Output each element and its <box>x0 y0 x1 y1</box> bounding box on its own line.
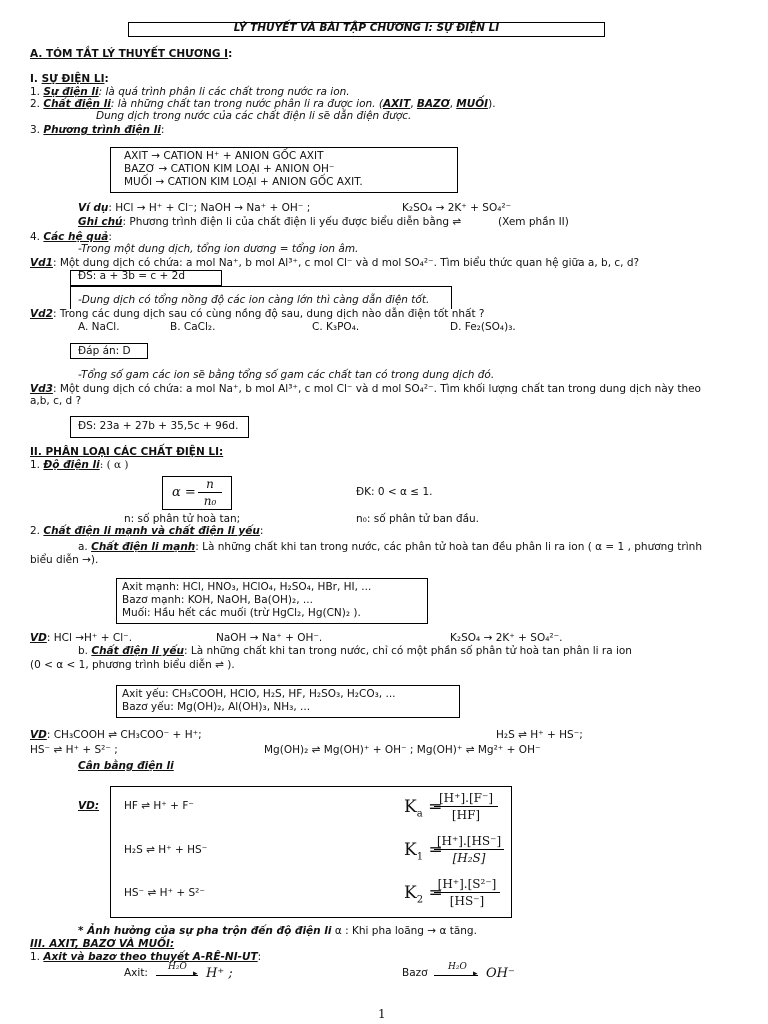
axit-arrow <box>156 975 198 976</box>
strong-example-3: K₂SO₄ → 2K⁺ + SO₄²⁻. <box>450 632 563 644</box>
weak-bases: Bazơ yếu: Mg(OH)₂, Al(OH)₃, NH₃, ... <box>122 701 311 713</box>
weak-example-2: H₂S ⇌ H⁺ + HS⁻; <box>496 729 583 741</box>
section-1-heading: I. SỰ ĐIỆN LI: <box>30 73 109 85</box>
consequence-3: -Tổng số gam các ion sẽ bằng tổng số gam các chất tan có trong dung dịch đó. <box>78 369 495 381</box>
equilibrium-hf: HF ⇌ H⁺ + F⁻ <box>124 800 194 812</box>
k2-numerator: [H⁺].[S²⁻] <box>434 876 500 893</box>
ionization-equation-heading: 3. Phương trình điện li: <box>30 124 165 136</box>
weak-electrolyte-def-cont: (0 < α < 1, phương trình biểu diễn ⇌ ). <box>30 659 235 671</box>
ka-lhs: $K_a$ = <box>404 797 443 820</box>
section-3-heading: III. AXIT, BAZƠ VÀ MUỐI: <box>30 938 175 950</box>
bazo-product: OH⁻ <box>486 966 515 981</box>
alpha-condition: ĐK: 0 < α ≤ 1. <box>356 486 433 498</box>
ionization-line-acid: AXIT → CATION H⁺ + ANION GỐC AXIT <box>124 150 324 162</box>
page-title: LÝ THUYẾT VÀ BÀI TẬP CHƯƠNG I: SỰ ĐIỆN LI <box>233 22 500 34</box>
equilibrium-h2s: H₂S ⇌ H⁺ + HS⁻ <box>124 844 208 856</box>
dilution-effect: * Ảnh hưởng của sự pha trộn đến độ điện li α : Khi pha loãng → α tăng. <box>78 925 477 937</box>
alpha-lhs: α = <box>172 485 196 500</box>
example-vd2: Vd2: Trong các dung dịch sau có cùng nồng độ sau, dung dịch nào dẫn điện tốt nhất ? <box>30 308 485 320</box>
k1-denominator: [H₂S] <box>452 851 486 865</box>
vd2-option-d: D. Fe₂(SO₄)₃. <box>450 321 516 333</box>
alpha-fraction <box>198 476 222 509</box>
k1-numerator: [H⁺].[HS⁻] <box>434 833 504 850</box>
ka-denominator: [HF] <box>451 808 481 822</box>
ka-numerator: [H⁺].[F⁻] <box>434 790 498 807</box>
note-reference: (Xem phần II) <box>498 216 569 228</box>
axit-label: Axit: <box>124 967 148 979</box>
weak-example-3: HS⁻ ⇌ H⁺ + S²⁻ ; <box>30 744 118 756</box>
bazo-arrow-head: ▸ <box>473 969 478 979</box>
axit-arrow-over: H₂O <box>168 962 187 972</box>
vd3-answer: ĐS: 23a + 27b + 35,5c + 96d. <box>78 420 239 432</box>
example-k2so4: K₂SO₄ → 2K⁺ + SO₄²⁻ <box>402 202 512 214</box>
k2-fraction <box>434 876 500 909</box>
k1-fraction <box>434 833 504 866</box>
vd2-option-b: B. CaCl₂. <box>170 321 216 333</box>
strong-example-2: NaOH → Na⁺ + OH⁻. <box>216 632 323 644</box>
definition-note: Dung dịch trong nước của các chất điện li sẽ dẫn điện được. <box>96 110 412 122</box>
strong-electrolyte-def-cont: biểu diễn →). <box>30 554 99 566</box>
k1-lhs: $K_1$ = <box>404 840 443 863</box>
weak-acids: Axit yếu: CH₃COOH, HClO, H₂S, HF, H₂SO₃, H₂CO₃, ... <box>122 688 396 700</box>
vd2-answer: Đáp án: D <box>78 345 131 357</box>
alpha-denominator: n₀ <box>203 494 217 508</box>
note-line: Ghi chú: Phương trình điện li của chất điện li yếu được biểu diễn bằng ⇌ <box>78 216 462 228</box>
consequences-heading: 4. Các hệ quả: <box>30 231 112 243</box>
example-vd1: Vd1: Một dung dịch có chứa: a mol Na⁺, b mol Al³⁺, c mol Cl⁻ và d mol SO₄²⁻. Tìm biểu thức quan hệ giữa a, b, c, d? <box>30 257 640 269</box>
n-definition: n: số phân tử hoà tan; <box>124 513 241 525</box>
page-number: 1 <box>378 1007 386 1021</box>
bazo-arrow <box>434 975 478 976</box>
strong-example-1: VD: HCl →H⁺ + Cl⁻. <box>30 632 133 644</box>
weak-example-4: Mg(OH)₂ ⇌ Mg(OH)⁺ + OH⁻ ; Mg(OH)⁺ ⇌ Mg²⁺ + OH⁻ <box>264 744 541 756</box>
dissociation-degree-heading: 1. Độ điện li: ( α ) <box>30 459 129 471</box>
strong-weak-heading: 2. Chất điện li mạnh và chất điện li yếu: <box>30 525 264 537</box>
k2-denominator: [HS⁻] <box>449 894 485 908</box>
equilibrium-vd-label: VD: <box>78 800 100 812</box>
strong-bases: Bazơ mạnh: KOH, NaOH, Ba(OH)₂, ... <box>122 594 313 606</box>
definition-chat-dien-li: 2. Chất điện li: là những chất tan trong nước phân li ra được ion. (AXIT, BAZƠ, MUỐI). <box>30 98 496 110</box>
section-a-heading: A. TÓM TẮT LÝ THUYẾT CHƯƠNG I: <box>30 48 233 60</box>
consequence-1: -Trong một dung dịch, tổng ion dương = tổng ion âm. <box>78 243 359 255</box>
k2-lhs: $K_2$ = <box>404 883 443 906</box>
example-line: Ví dụ: HCl → H⁺ + Cl⁻; NaOH → Na⁺ + OH⁻ ; <box>78 202 311 214</box>
strong-salts: Muối: Hầu hết các muối (trừ HgCl₂, Hg(CN)₂ ). <box>122 607 361 619</box>
strong-electrolyte-def: a. Chất điện li mạnh: Là những chất khi tan trong nước, các phân tử hoà tan đều phân li ra ion ( α = 1 , phương trình <box>78 541 702 553</box>
axit-product: H⁺ ; <box>206 966 233 981</box>
ionization-line-base: BAZƠ → CATION KIM LOẠI + ANION OH⁻ <box>124 163 335 175</box>
bazo-label: Bazơ <box>402 967 428 979</box>
equilibrium-heading: Cân bằng điện li <box>78 760 174 772</box>
strong-acids: Axit mạnh: HCl, HNO₃, HClO₄, H₂SO₄, HBr, HI, ... <box>122 581 372 593</box>
section-2-heading: II. PHÂN LOẠI CÁC CHẤT ĐIỆN LI: <box>30 446 224 458</box>
n0-definition: n₀: số phân tử ban đầu. <box>356 513 480 525</box>
equilibrium-hs: HS⁻ ⇌ H⁺ + S²⁻ <box>124 887 205 899</box>
example-vd3-cont: a,b, c, d ? <box>30 395 82 407</box>
definition-su-dien-li: 1. Sự điện li: là quá trình phân li các chất trong nước ra ion. <box>30 86 350 98</box>
vd2-option-a: A. NaCl. <box>78 321 120 333</box>
arrhenius-heading: 1. Axit và bazơ theo thuyết A-RÊ-NI-UT: <box>30 951 262 963</box>
alpha-numerator: n <box>198 476 222 493</box>
vd2-option-c: C. K₃PO₄. <box>312 321 360 333</box>
weak-electrolyte-def: b. Chất điện li yếu: Là những chất khi tan trong nước, chỉ có một phần số phân tử hoà tan phân li ra ion <box>78 645 632 657</box>
bazo-arrow-over: H₂O <box>448 962 467 972</box>
ka-fraction <box>434 790 498 823</box>
weak-example-1: VD: CH₃COOH ⇌ CH₃COO⁻ + H⁺; <box>30 729 202 741</box>
example-vd3: Vd3: Một dung dịch có chứa: a mol Na⁺, b mol Al³⁺, c mol Cl⁻ và d mol SO₄²⁻. Tìm khối lượng chất tan trong dung dịch này theo <box>30 383 701 395</box>
axit-arrow-head: ▸ <box>193 969 198 979</box>
ionization-line-salt: MUỐI → CATION KIM LOẠI + ANION GỐC AXIT. <box>124 176 363 188</box>
vd1-answer: ĐS: a + 3b = c + 2d <box>78 270 185 282</box>
consequence-2: -Dung dịch có tổng nồng độ các ion càng lớn thì càng dẫn điện tốt. <box>78 294 430 306</box>
